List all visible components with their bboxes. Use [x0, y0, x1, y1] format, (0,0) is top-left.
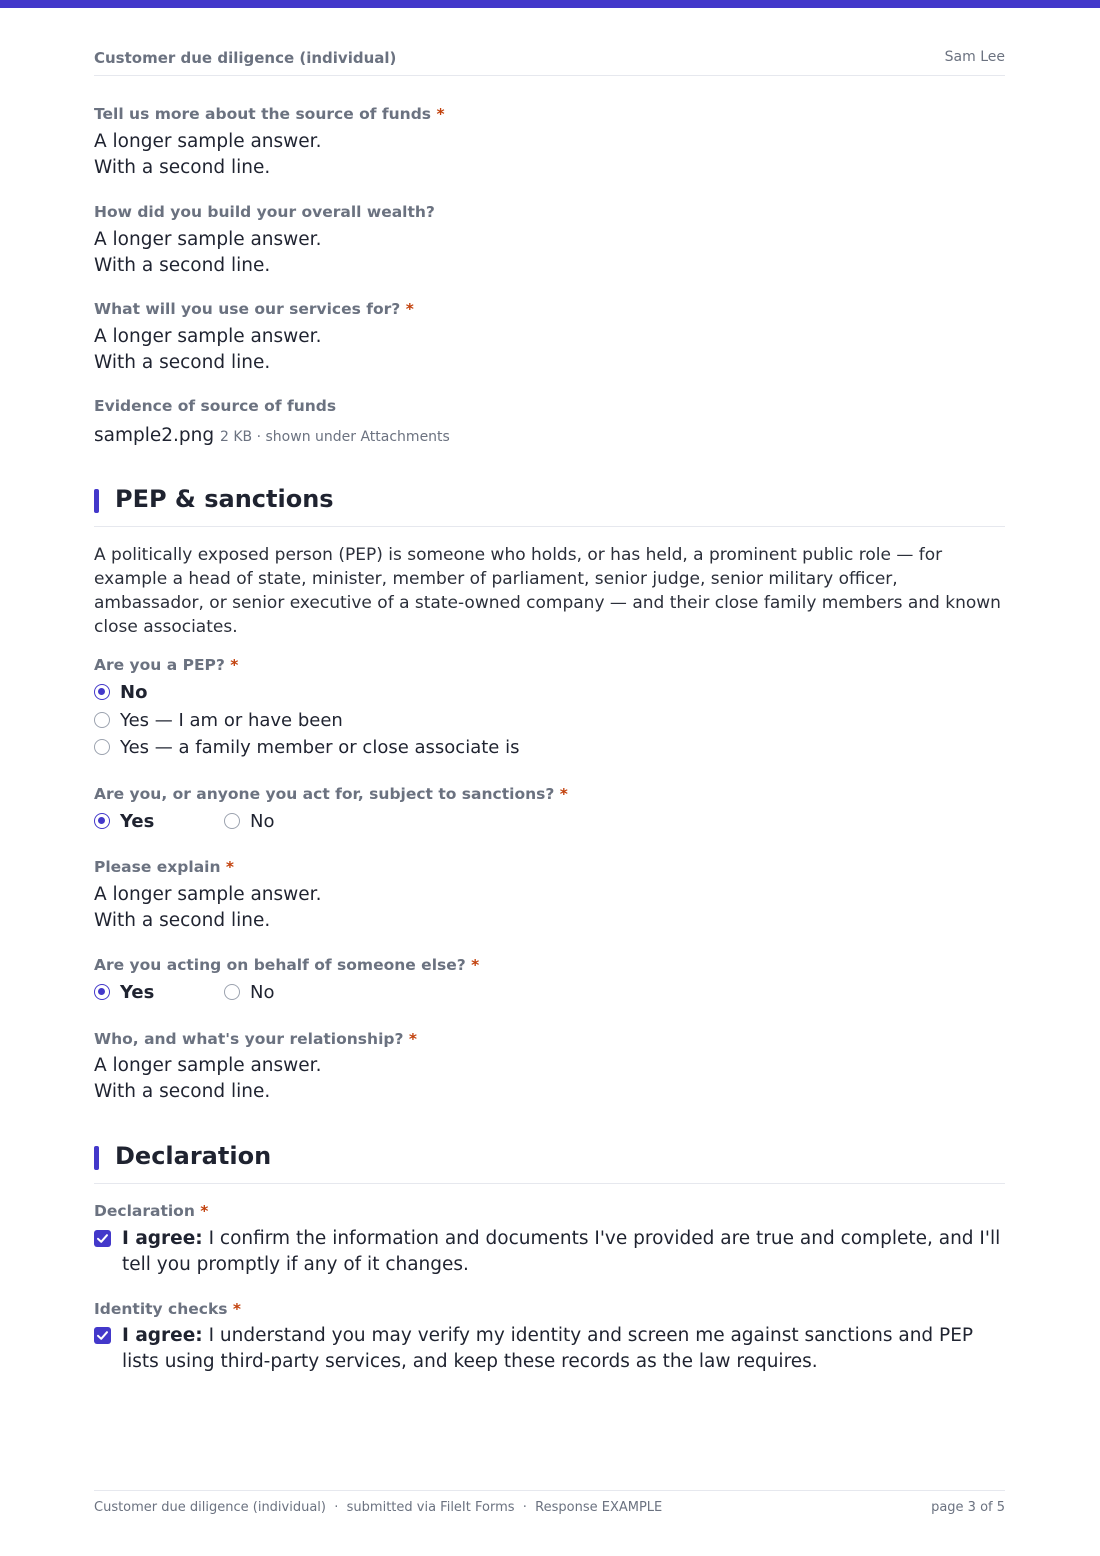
question-text: Are you, or anyone you act for, subject to sanctions?: [94, 785, 555, 803]
radio-selected-icon[interactable]: [94, 984, 110, 1000]
radio-option-pep-yes-associate[interactable]: [94, 735, 519, 759]
attachment-file-name[interactable]: sample2.png: [94, 425, 215, 446]
form-title: Customer due diligence (individual): [94, 49, 397, 67]
radio-option-sanctions-yes[interactable]: [94, 809, 154, 833]
answer-line: A longer sample answer.: [94, 884, 322, 905]
pep-intro-text: A politically exposed person (PEP) is someone who holds, or has held, a prominent public role — for example a head of state, minister, member of parliament, senior judge, senior military officer, ambassador, or senior executive of a state-owned company — and their close family members and known close associates.: [94, 545, 1001, 637]
identity-text: [122, 1323, 1005, 1375]
question-text: Are you acting on behalf of someone else?: [94, 956, 466, 974]
question-label-evidence: [94, 397, 336, 415]
question-label-sanctions: [94, 785, 568, 803]
required-marker: *: [230, 656, 239, 674]
question-label-on-behalf: [94, 956, 479, 974]
agree-statement: I confirm the information and documents I've provided are true and complete, and I'll tell you promptly if any of it changes.: [122, 1228, 1001, 1275]
question-text: Who, and what's your relationship?: [94, 1030, 404, 1048]
answer-line: With a second line.: [94, 910, 271, 931]
attachment-meta: 2 KB · shown under Attachments: [220, 429, 450, 445]
required-marker: *: [405, 300, 414, 318]
radio-label: Yes — I am or have been: [120, 709, 343, 731]
page-number: page 3 of 5: [931, 1500, 1005, 1515]
question-label-services: [94, 300, 414, 318]
required-marker: *: [436, 105, 445, 123]
accent-top-bar: [0, 0, 1100, 8]
agree-statement: I understand you may verify my identity and screen me against sanctions and PEP lists using third-party services, and keep these records as the law requires.: [122, 1325, 974, 1372]
answer-line: With a second line.: [94, 255, 271, 276]
required-marker: *: [232, 1300, 242, 1318]
agree-label: I agree:: [122, 1228, 203, 1249]
radio-label: Yes: [120, 981, 155, 1003]
radio-label: No: [250, 981, 275, 1003]
answer-relationship: [94, 1053, 321, 1105]
answer-line: A longer sample answer.: [94, 326, 322, 347]
answer-line: With a second line.: [94, 157, 271, 178]
question-label-declaration: [94, 1202, 208, 1220]
question-label-is-pep: [94, 656, 238, 674]
radio-label: Yes: [120, 810, 155, 832]
question-text: How did you build your overall wealth?: [94, 203, 435, 221]
answer-line: A longer sample answer.: [94, 229, 322, 250]
agree-label: I agree:: [122, 1325, 203, 1346]
checkbox-checked-icon[interactable]: [94, 1327, 111, 1344]
answer-evidence-file: [94, 423, 450, 450]
required-marker: *: [408, 1030, 417, 1048]
radio-unselected-icon[interactable]: [94, 739, 110, 755]
section-heading-declaration: [94, 1142, 1005, 1184]
page-footer: [94, 1490, 1005, 1520]
required-marker: *: [559, 785, 568, 803]
question-text: Identity checks: [94, 1300, 228, 1318]
page-header: [94, 48, 1005, 76]
radio-label: No: [250, 810, 275, 832]
radio-label: Yes — a family member or close associate is: [120, 736, 520, 758]
required-marker: *: [471, 956, 480, 974]
radio-label: No: [120, 681, 148, 703]
question-label-explain: [94, 858, 234, 876]
question-text: Evidence of source of funds: [94, 397, 337, 415]
question-text: Tell us more about the source of funds: [94, 105, 432, 123]
section-heading-pep: [94, 485, 1005, 527]
radio-option-on-behalf-yes[interactable]: [94, 980, 154, 1004]
radio-unselected-icon[interactable]: [224, 984, 240, 1000]
question-text: Are you a PEP?: [94, 656, 225, 674]
required-marker: *: [225, 858, 235, 876]
radio-selected-icon[interactable]: [94, 684, 110, 700]
answer-explain: [94, 882, 321, 934]
footer-submission-info: Customer due diligence (individual) · submitted via FileIt Forms · Response EXAMPLE: [94, 1500, 663, 1515]
radio-unselected-icon[interactable]: [94, 712, 110, 728]
respondent-name: Sam Lee: [944, 49, 1005, 65]
radio-selected-icon[interactable]: [94, 813, 110, 829]
question-label-identity-checks: [94, 1300, 241, 1318]
answer-line: With a second line.: [94, 1081, 271, 1102]
answer-line: A longer sample answer.: [94, 1055, 322, 1076]
checkbox-checked-icon[interactable]: [94, 1230, 111, 1247]
question-label-relationship: [94, 1030, 417, 1048]
question-label-wealth: [94, 203, 435, 221]
radio-option-pep-yes-self[interactable]: [94, 708, 343, 732]
section-title: Declaration: [115, 1142, 272, 1170]
section-title: PEP & sanctions: [115, 485, 334, 513]
question-text: Declaration: [94, 1202, 195, 1220]
radio-option-on-behalf-no[interactable]: [224, 980, 274, 1004]
answer-services: [94, 324, 321, 376]
radio-unselected-icon[interactable]: [224, 813, 240, 829]
answer-source-of-funds: [94, 129, 321, 181]
radio-option-sanctions-no[interactable]: [224, 809, 274, 833]
section-accent-bar: [94, 1146, 99, 1170]
question-text: What will you use our services for?: [94, 300, 401, 318]
answer-line: A longer sample answer.: [94, 131, 322, 152]
answer-line: With a second line.: [94, 352, 271, 373]
answer-wealth: [94, 227, 321, 279]
radio-option-pep-no[interactable]: [94, 680, 147, 704]
question-label-source-of-funds: [94, 105, 445, 123]
section-accent-bar: [94, 489, 99, 513]
declaration-text: [122, 1226, 1005, 1278]
required-marker: *: [200, 1202, 209, 1220]
question-text: Please explain: [94, 858, 221, 876]
